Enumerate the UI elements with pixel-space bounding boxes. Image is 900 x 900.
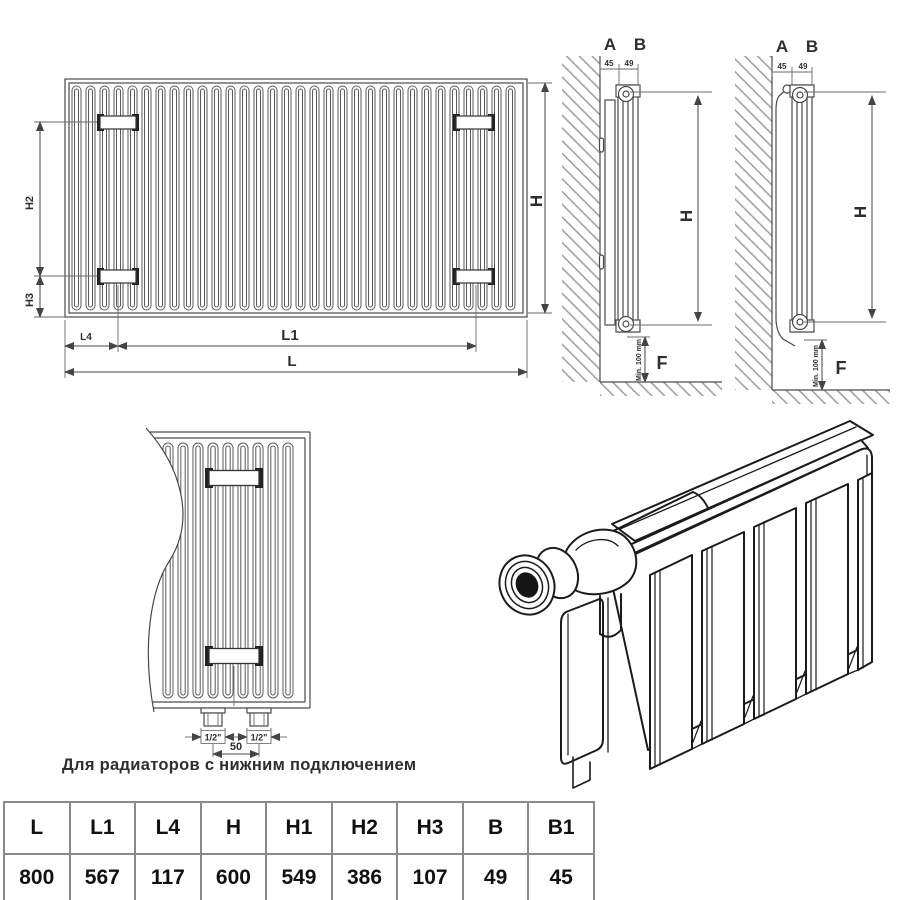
thread-size-right: 1/2" — [250, 732, 268, 743]
dim-label-h3: H3 — [24, 292, 36, 308]
value-l: 800 — [4, 854, 70, 900]
min-clearance-label: Min. 100 mm — [636, 338, 643, 382]
dim-49: 49 — [798, 62, 808, 71]
wall-hatch — [735, 56, 772, 390]
col-header-l4: L4 — [135, 802, 201, 854]
value-l1: 567 — [70, 854, 136, 900]
col-header-l1: L1 — [70, 802, 136, 854]
label-a: A — [775, 37, 789, 56]
dim-label-h: H — [677, 209, 696, 223]
value-h3: 107 — [397, 854, 463, 900]
dim-49: 49 — [624, 59, 634, 68]
dim-label-l: L — [287, 353, 297, 370]
label-a: A — [603, 35, 617, 54]
col-header-b: B — [463, 802, 529, 854]
bottom-connection-view — [96, 428, 310, 757]
bottom-pipe-left — [201, 708, 225, 726]
col-header-h2: H2 — [332, 802, 398, 854]
value-l4: 117 — [135, 854, 201, 900]
dim-45: 45 — [777, 62, 787, 71]
min-clearance-label: Min. 100 mm — [813, 344, 820, 388]
label-b: B — [633, 35, 647, 54]
dim-label-h: H — [527, 194, 546, 208]
pipe-spacing-label: 50 — [229, 741, 243, 753]
side-view-left — [562, 35, 722, 396]
dim-45: 45 — [604, 59, 614, 68]
label-f: F — [656, 353, 668, 373]
value-h: 600 — [201, 854, 267, 900]
label-f: F — [835, 358, 847, 378]
front-view — [24, 79, 552, 378]
thread-size-left: 1/2" — [204, 732, 222, 743]
dim-label-h2: H2 — [24, 195, 36, 211]
col-header-h: H — [201, 802, 267, 854]
col-header-l: L — [4, 802, 70, 854]
bottom-pipe-right — [247, 708, 271, 726]
wall-hatch — [562, 56, 600, 382]
bottom-connection-caption: Для радиаторов с нижним подключением — [62, 756, 417, 774]
col-header-b1: B1 — [528, 802, 594, 854]
value-h1: 549 — [266, 854, 332, 900]
dim-label-l4: L4 — [80, 332, 92, 343]
dim-label-l1: L1 — [281, 327, 299, 344]
value-h2: 386 — [332, 854, 398, 900]
col-header-h1: H1 — [266, 802, 332, 854]
value-b: 49 — [463, 854, 529, 900]
table-values-row — [4, 854, 594, 900]
floor-hatch — [772, 390, 890, 404]
value-b1: 45 — [528, 854, 594, 900]
side-view-right — [735, 37, 890, 404]
floor-hatch — [600, 382, 722, 396]
col-header-h3: H3 — [397, 802, 463, 854]
isometric-view — [490, 421, 873, 788]
dimensions-table — [3, 801, 595, 900]
label-b: B — [805, 37, 819, 56]
dim-label-h: H — [851, 205, 870, 219]
table-header-row — [4, 802, 594, 854]
